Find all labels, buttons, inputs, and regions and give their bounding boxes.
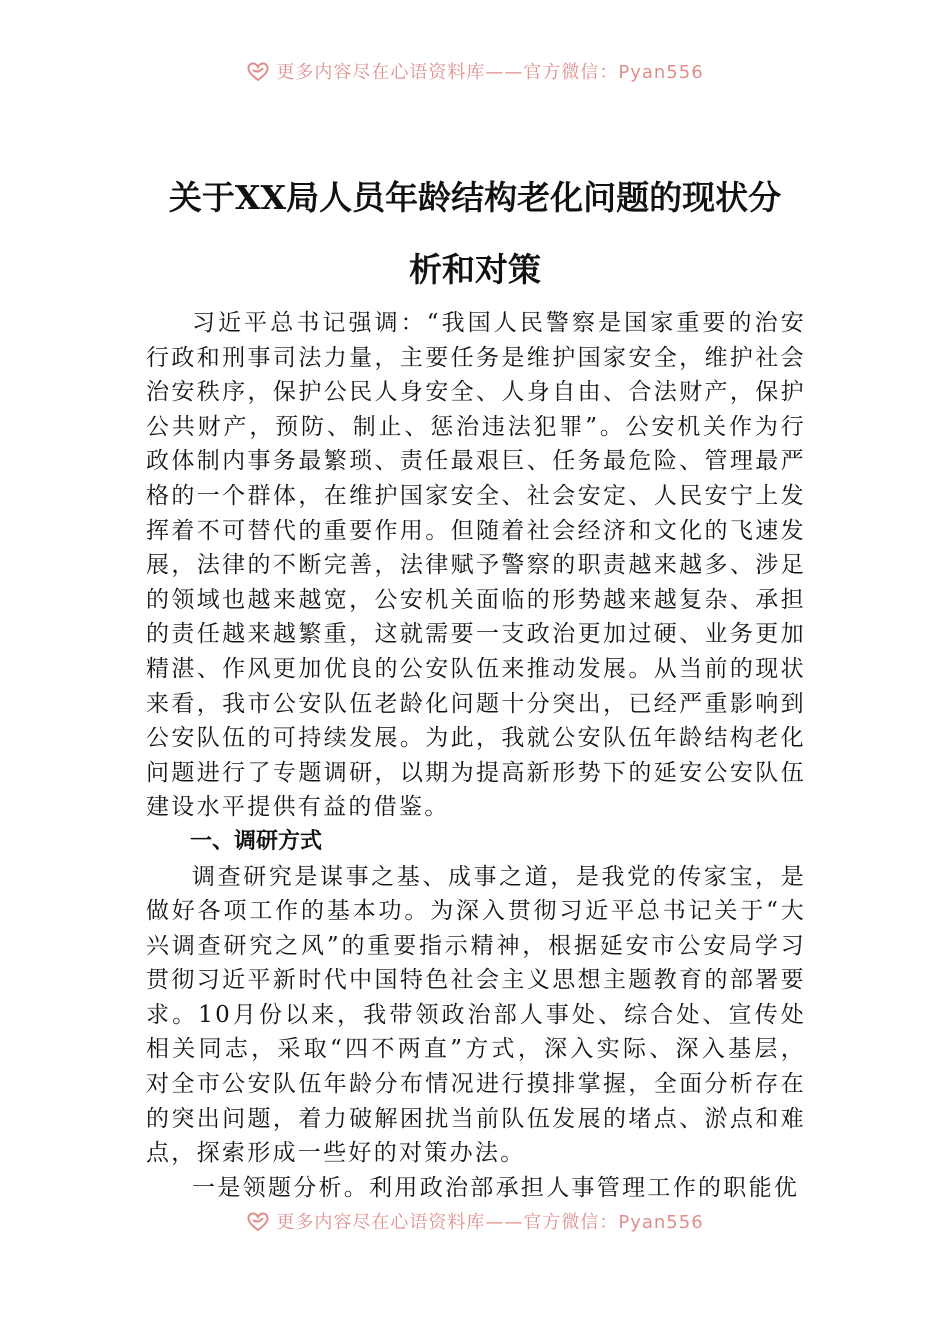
section-1-paragraph-1: 调查研究是谋事之基、成事之道，是我党的传家宝，是做好各项工作的基本功。为深入贯彻习近平总书记关于“大兴调查研究之风”的重要指示精神，根据延安市公安局学习贯彻习近平新时代中国特色社会主义思想主题教育的部署要求。10月份以来，我带领政治部人事处、综合处、宣传处相关同志，采取“四不两直”方式，深入实际、深入基层，对全市公安队伍年龄分布情况进行摸排掌握，全面分析存在的突出问题，着力破解困扰当前队伍发展的堵点、淤点和难点，探索形成一些好的对策办法。	[146, 863, 806, 1167]
watermark-bottom	[0, 1208, 950, 1234]
heart-logo-icon	[246, 60, 270, 82]
document-title-line-2: 析和对策	[409, 250, 541, 289]
section-heading-1: 一、调研方式	[190, 828, 323, 854]
document-body	[146, 306, 806, 1205]
watermark-top	[0, 58, 950, 84]
document-title-line-1: 关于XX局人员年龄结构老化问题的现状分	[168, 178, 782, 217]
watermark-text: 更多内容尽在心语资料库——官方微信：Pyan556	[276, 1212, 704, 1233]
watermark-text: 更多内容尽在心语资料库——官方微信：Pyan556	[276, 62, 704, 83]
intro-paragraph: 习近平总书记强调：“我国人民警察是国家重要的治安行政和刑事司法力量，主要任务是维护国家安全，维护社会治安秩序，保护公民人身安全、人身自由、合法财产，保护公共财产，预防、制止、惩治违法犯罪”。公安机关作为行政体制内事务最繁琐、责任最艰巨、任务最危险、管理最严格的一个群体，在维护国家安全、社会安定、人民安宁上发挥着不可替代的重要作用。但随着社会经济和文化的飞速发展，法律的不断完善，法律赋予警察的职责越来越多、涉足的领域也越来越宽，公安机关面临的形势越来越复杂、承担的责任越来越繁重，这就需要一支政治更加过硬、业务更加精湛、作风更加优良的公安队伍来推动发展。从当前的现状来看，我市公安队伍老龄化问题十分突出，已经严重影响到公安队伍的可持续发展。为此，我就公安队伍年龄结构老化问题进行了专题调研，以期为提高新形势下的延安公安队伍建设水平提供有益的借鉴。	[146, 310, 806, 821]
section-1-paragraph-2: 一是领题分析。利用政治部承担人事管理工作的职能优	[192, 1174, 800, 1201]
heart-logo-icon	[246, 1210, 270, 1232]
